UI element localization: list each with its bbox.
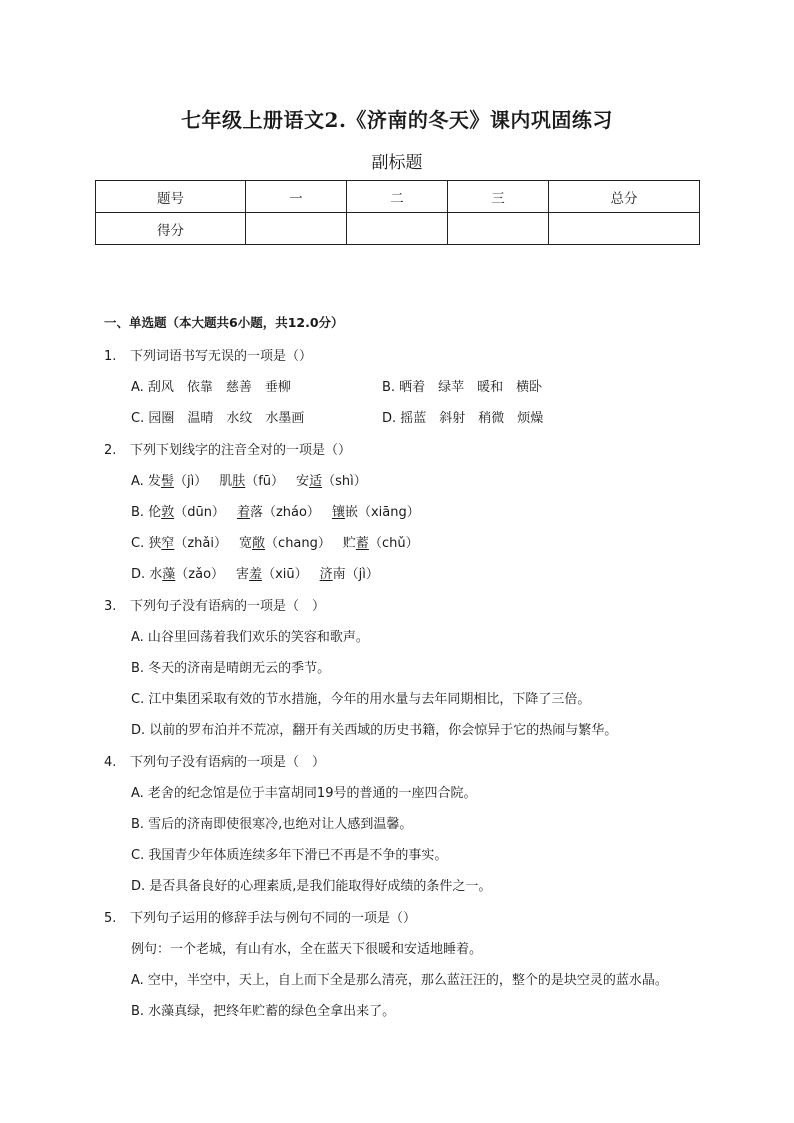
option-b: B. 冬天的济南是晴朗无云的季节。	[131, 661, 331, 676]
score-table-score-row	[96, 213, 700, 245]
option-c: C. 我国青少年体质连续多年下滑已不再是不争的事实。	[131, 848, 448, 863]
question-stem: 下列词语书写无误的一项是（）	[130, 349, 313, 364]
score-cell	[448, 213, 549, 245]
document-title: 七年级上册语文2.《济南的冬天》课内巩固练习	[181, 108, 613, 132]
score-cell	[549, 213, 700, 245]
option-c: C. 江中集团采取有效的节水措施，今年的用水量与去年同期相比，下降了三倍。	[131, 692, 591, 707]
example-sentence: 例句：一个老城，有山有水，全在蓝天下很暖和安适地睡着。	[131, 942, 483, 957]
option-a: A. 刮风 依靠 慈善 垂柳	[131, 380, 291, 395]
option-d: D. 水藻（zǎo） 害羞（xiū） 济南（jì）	[131, 567, 379, 582]
score-header-cell: 题号	[96, 181, 246, 213]
question-1-options-row-1	[131, 376, 542, 395]
option-d: D. 是否具备良好的心理素质,是我们能取得好成绩的条件之一。	[131, 879, 492, 894]
score-table-header-row	[96, 181, 700, 213]
option-b: B. 水藻真绿，把终年贮蓄的绿色全拿出来了。	[131, 1004, 396, 1019]
option-d: D. 以前的罗布泊并不荒凉，翻开有关西域的历史书籍，你会惊异于它的热闹与繁华。	[131, 723, 618, 738]
option-a: A. 空中，半空中，天上，自上而下全是那么清亮，那么蓝汪汪的，整个的是块空灵的蓝水晶。	[131, 973, 668, 988]
question-number: 4.	[104, 755, 117, 770]
option-c: C. 园圈 温晴 水纹 水墨画	[131, 411, 305, 426]
document-subtitle: 副标题	[371, 153, 423, 173]
option-c: C. 狭窄（zhǎi） 宽敞（chang） 贮蓄（chǔ）	[131, 536, 419, 551]
question-1	[104, 345, 312, 364]
question-4	[104, 751, 325, 770]
score-header-cell: 一	[246, 181, 347, 213]
question-stem: 下列句子没有语病的一项是（ ）	[130, 755, 326, 770]
question-stem: 下列句子没有语病的一项是（ ）	[130, 599, 326, 614]
option-d: D. 摇蓝 斜射 稍微 烦燥	[382, 411, 544, 426]
question-5	[104, 907, 416, 926]
option-a: A. 山谷里回荡着我们欢乐的笑容和歌声。	[131, 630, 369, 645]
score-row-label: 得分	[96, 213, 246, 245]
option-b: B. 雪后的济南即使很寒冷,也绝对让人感到温馨。	[131, 817, 413, 832]
score-header-cell: 三	[448, 181, 549, 213]
question-number: 1.	[104, 349, 117, 364]
question-number: 5.	[104, 911, 117, 926]
question-number: 2.	[104, 443, 117, 458]
score-cell	[347, 213, 448, 245]
score-table	[95, 180, 700, 245]
option-b: B. 伦敦（dūn） 着落（zháo） 镶嵌（xiāng）	[131, 505, 420, 520]
score-cell	[246, 213, 347, 245]
option-a: A. 发髻（jì） 肌肤（fū） 安适（shì）	[131, 474, 367, 489]
score-header-cell: 二	[347, 181, 448, 213]
option-a: A. 老舍的纪念馆是位于丰富胡同19号的普通的一座四合院。	[131, 786, 477, 801]
question-stem: 下列句子运用的修辞手法与例句不同的一项是（）	[130, 911, 417, 926]
section-heading: 一、单选题（本大题共6小题，共12.0分）	[104, 315, 344, 330]
question-stem: 下列下划线字的注音全对的一项是（）	[130, 443, 352, 458]
question-1-options-row-2	[131, 407, 543, 426]
question-3	[104, 595, 325, 614]
score-header-cell: 总分	[549, 181, 700, 213]
option-b: B. 晒着 绿苹 暖和 横卧	[382, 380, 543, 395]
question-number: 3.	[104, 599, 117, 614]
question-2	[104, 439, 351, 458]
